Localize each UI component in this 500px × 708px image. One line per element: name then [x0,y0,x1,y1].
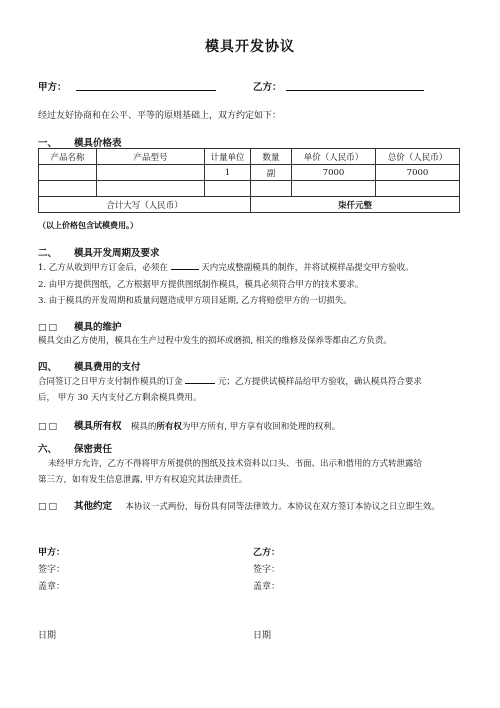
signature-seal-a: 盖章： [38,582,66,592]
table-cell [292,181,376,197]
section7-title: 其他约定 [74,501,113,512]
section5-text [131,422,340,432]
section4-heading [38,359,141,373]
table-row [39,181,460,197]
party-b-line [286,90,424,91]
total-label-cell: 合计大写（人民币） [39,197,251,213]
table-cell [251,181,292,197]
table-header-cell: 数量 [251,149,292,165]
intro-text: 经过友好协商和在公平、平等的原则基础上，双方约定如下： [38,111,282,121]
section1-number: 一、 [38,138,58,149]
section4-line1-part2: 元；乙方提供试模样品给甲方验收，确认模具符合要求 [217,377,422,387]
days-blank [171,269,199,270]
table-header-cell: 产品名称 [39,149,97,165]
section2-number: 二、 [38,248,58,259]
party-a-label: 甲方： [38,82,67,93]
section5-text-part2: 为甲方所有, 甲方享有收回和处理的权利。 [181,422,341,432]
document-title: 模具开发协议 [205,39,295,55]
section5-text-bold: 所有权 [156,422,182,432]
deposit-blank [185,383,215,384]
table-cell: 副 [251,165,292,181]
section1-title: 模具价格表 [74,138,122,149]
signature-date-a: 日期 [38,631,57,641]
section2-item1 [38,264,414,273]
section4-line1 [38,378,422,387]
section1-heading [38,135,122,149]
section2-title: 模具开发周期及要求 [74,248,160,259]
section7-text: 本协议一式两份，每份具有同等法律效力。本协议在双方签订本协议之日立即生效。 [125,502,440,512]
table-cell [97,181,205,197]
section5-number: □□ [38,422,60,432]
table-header-cell: 单价（人民币） [292,149,376,165]
signature-date-b: 日期 [253,631,272,641]
section4-line2: 后， 甲方 30 天内支付乙方剩余模具费用。 [38,393,202,403]
table-cell: 7000 [292,165,376,181]
section6-heading [38,441,112,455]
section6-line1: 未经甲方允许，乙方不得将甲方所提供的图纸及技术资料以口头、书面、出示和借用的方式转泄露给 [48,459,423,469]
signature-party-b: 乙方： [253,548,281,558]
section2-item1-part2: 天内完成整副模具的制作，并将试模样品提交甲方验收。 [201,263,414,273]
table-cell [205,181,251,197]
table-header-row [39,149,460,165]
section4-line1-part1: 合同签订之日甲方支付制作模具的订金 [38,377,183,387]
section2-item3: 3. 由于模具的开发周期和质量问题造成甲方项目延期, 乙方将赔偿甲方的一切损失。 [38,296,352,306]
signature-sign-b: 签字： [253,565,281,575]
section3-title: 模具的维护 [74,322,122,333]
table-header-cell: 计量单位 [205,149,251,165]
signature-sign-a: 签字： [38,565,66,575]
section6-line2: 第三方，如有发生信息泄露, 甲方有权追究其法律责任。 [38,475,248,485]
section2-heading [38,245,160,259]
section2-item2: 2. 由甲方提供图纸，乙方根据甲方提供图纸制作模具，模具必须符合甲方的技术要求。 [38,280,364,290]
section3-text: 模具交由乙方使用，模具在生产过程中发生的损坏或磨损, 相关的维修及保养等都由乙方负责。 [38,336,392,346]
table-cell: 1 [205,165,251,181]
section5-title: 模具所有权 [74,421,122,432]
section3-number: □□ [38,323,60,333]
price-note: （以上价格包含试模费用。） [38,220,138,230]
table-header-cell: 产品型号 [97,149,205,165]
section2-item1-part1: 1. 乙方从收到甲方订金后，必须在 [38,263,168,273]
table-cell [39,165,97,181]
section3-heading [38,319,122,333]
total-value-cell: 柒仟元整 [251,197,460,213]
section5-text-part1: 模具的 [130,422,157,432]
table-header-cell: 总价（人民币） [376,149,460,165]
signature-seal-b: 盖章： [253,582,281,592]
table-cell [97,165,205,181]
table-row [39,165,460,181]
section4-number: 四、 [38,362,58,373]
price-table [38,148,460,213]
party-a-line [76,90,216,91]
table-total-row [39,197,460,213]
section6-title: 保密责任 [74,444,113,455]
table-cell: 7000 [376,165,460,181]
section7-heading [38,498,440,512]
section6-number: 六、 [38,444,58,455]
section7-number: □□ [38,502,60,512]
section5-heading [38,418,340,432]
table-cell [376,181,460,197]
table-cell [39,181,97,197]
section4-title: 模具费用的支付 [74,362,141,373]
party-b-label: 乙方： [253,82,282,93]
signature-party-a: 甲方： [38,548,66,558]
